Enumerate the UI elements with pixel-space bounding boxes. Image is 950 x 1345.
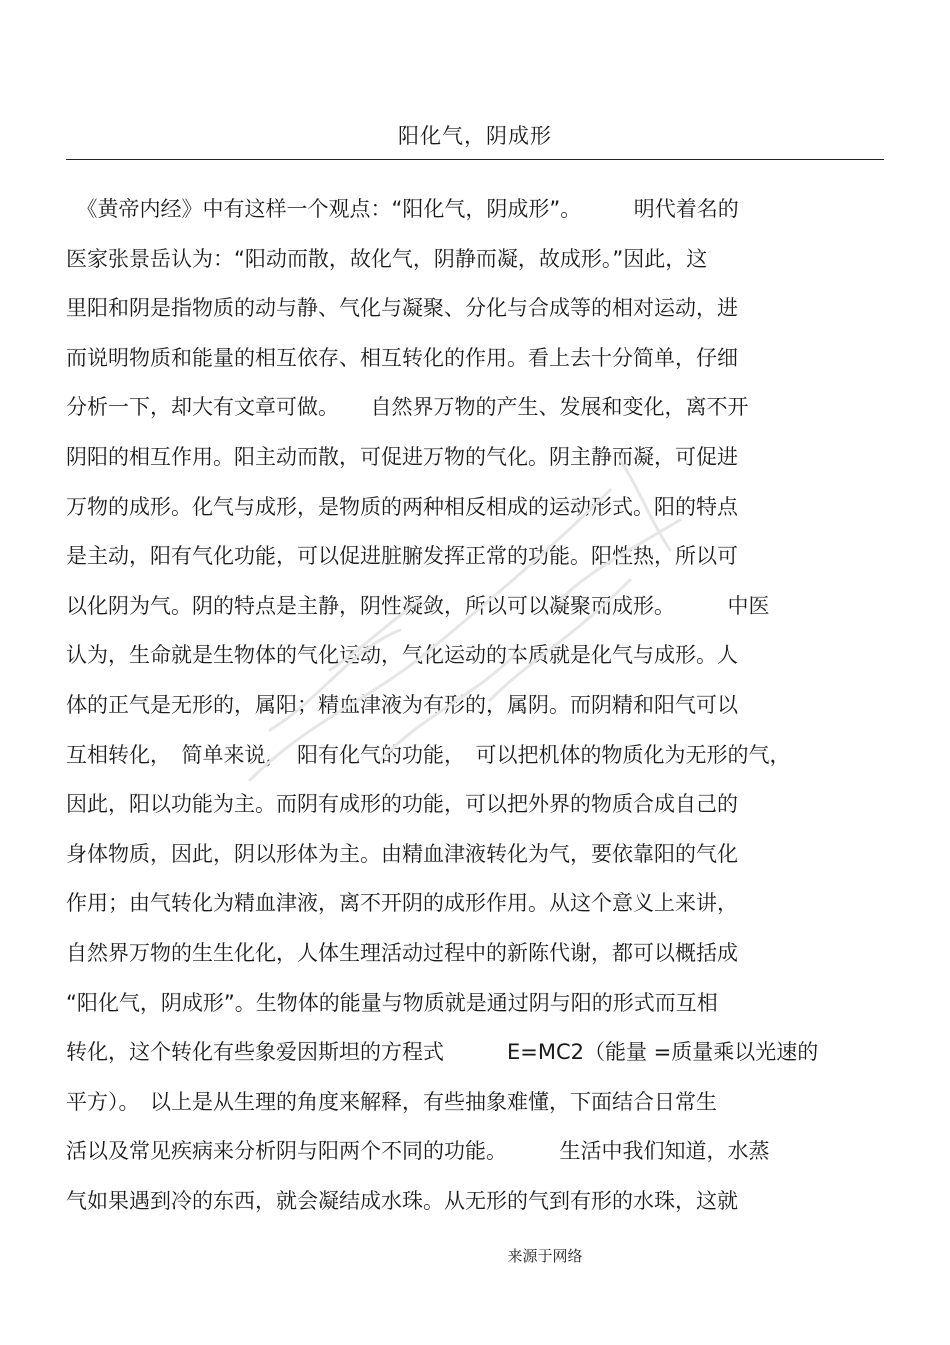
text-line: 以化阴为气。阴的特点是主静，阴性凝敛，所以可以凝聚而成形。 中医 [66,593,770,618]
text-line: 身体物质，因此，阴以形体为主。由精血津液转化为气，要依靠阳的气化 [66,841,738,866]
text-line: 互相转化， 简单来说， 阳有化气的功能， 可以把机体的物质化为无形的气， [66,742,791,767]
text-line: 体的正气是无形的，属阳；精血津液为有形的，属阴。而阴精和阳气可以 [66,692,738,717]
text-line: 分析一下，却大有文章可做。 自然界万物的产生、发展和变化，离不开 [66,395,749,420]
title-divider [66,159,884,160]
text-line: 认为，生命就是生物体的气化运动，气化运动的本质就是化气与成形。人 [66,643,738,668]
footer-source: 来源于网络 [507,1247,583,1265]
text-line: 《黄帝内经》中有这样一个观点：“阳化气，阴成形”。 明代着名的 [66,197,739,221]
text-line: 气如果遇到冷的东西，就会凝结成水珠。从无形的气到有形的水珠，这就 [66,1188,738,1213]
text-line: 作用；由气转化为精血津液，离不开阴的成形作用。从这个意义上来讲， [66,891,738,916]
text-line: 阴阳的相互作用。阳主动而散，可促进万物的气化。阴主静而凝，可促进 [66,444,738,469]
text-line: 里阳和阴是指物质的动与静、气化与凝聚、分化与合成等的相对运动，进 [66,296,738,321]
text-line: 因此，阳以功能为主。而阴有成形的功能，可以把外界的物质合成自己的 [66,792,738,817]
text-line: 平方）。 以上是从生理的角度来解释，有些抽象难懂，下面结合日常生 [66,1089,717,1114]
text-line: 转化，这个转化有些象爱因斯坦的方程式 E=MC2（能量 =质量乘以光速的 [66,1040,819,1065]
text-line: 医家张景岳认为：“阳动而散，故化气，阴静而凝，故成形。”因此，这 [66,246,708,271]
document-title: 阳化气，阴成形 [398,124,552,148]
text-line: 是主动，阳有气化功能，可以促进脏腑发挥正常的功能。阳性热，所以可 [66,544,738,569]
text-line: 活以及常见疾病来分析阴与阳两个不同的功能。 生活中我们知道，水蒸 [66,1139,770,1164]
text-line: 万物的成形。化气与成形，是物质的两种相反相成的运动形式。阳的特点 [66,494,738,519]
text-line: “阳化气，阴成形”。生物体的能量与物质就是通过阴与阳的形式而互相 [66,990,718,1015]
text-line: 而说明物质和能量的相互依存、相互转化的作用。看上去十分简单，仔细 [66,345,738,370]
text-line: 自然界万物的生生化化，人体生理活动过程中的新陈代谢，都可以概括成 [66,940,738,965]
body-text [66,192,876,1233]
